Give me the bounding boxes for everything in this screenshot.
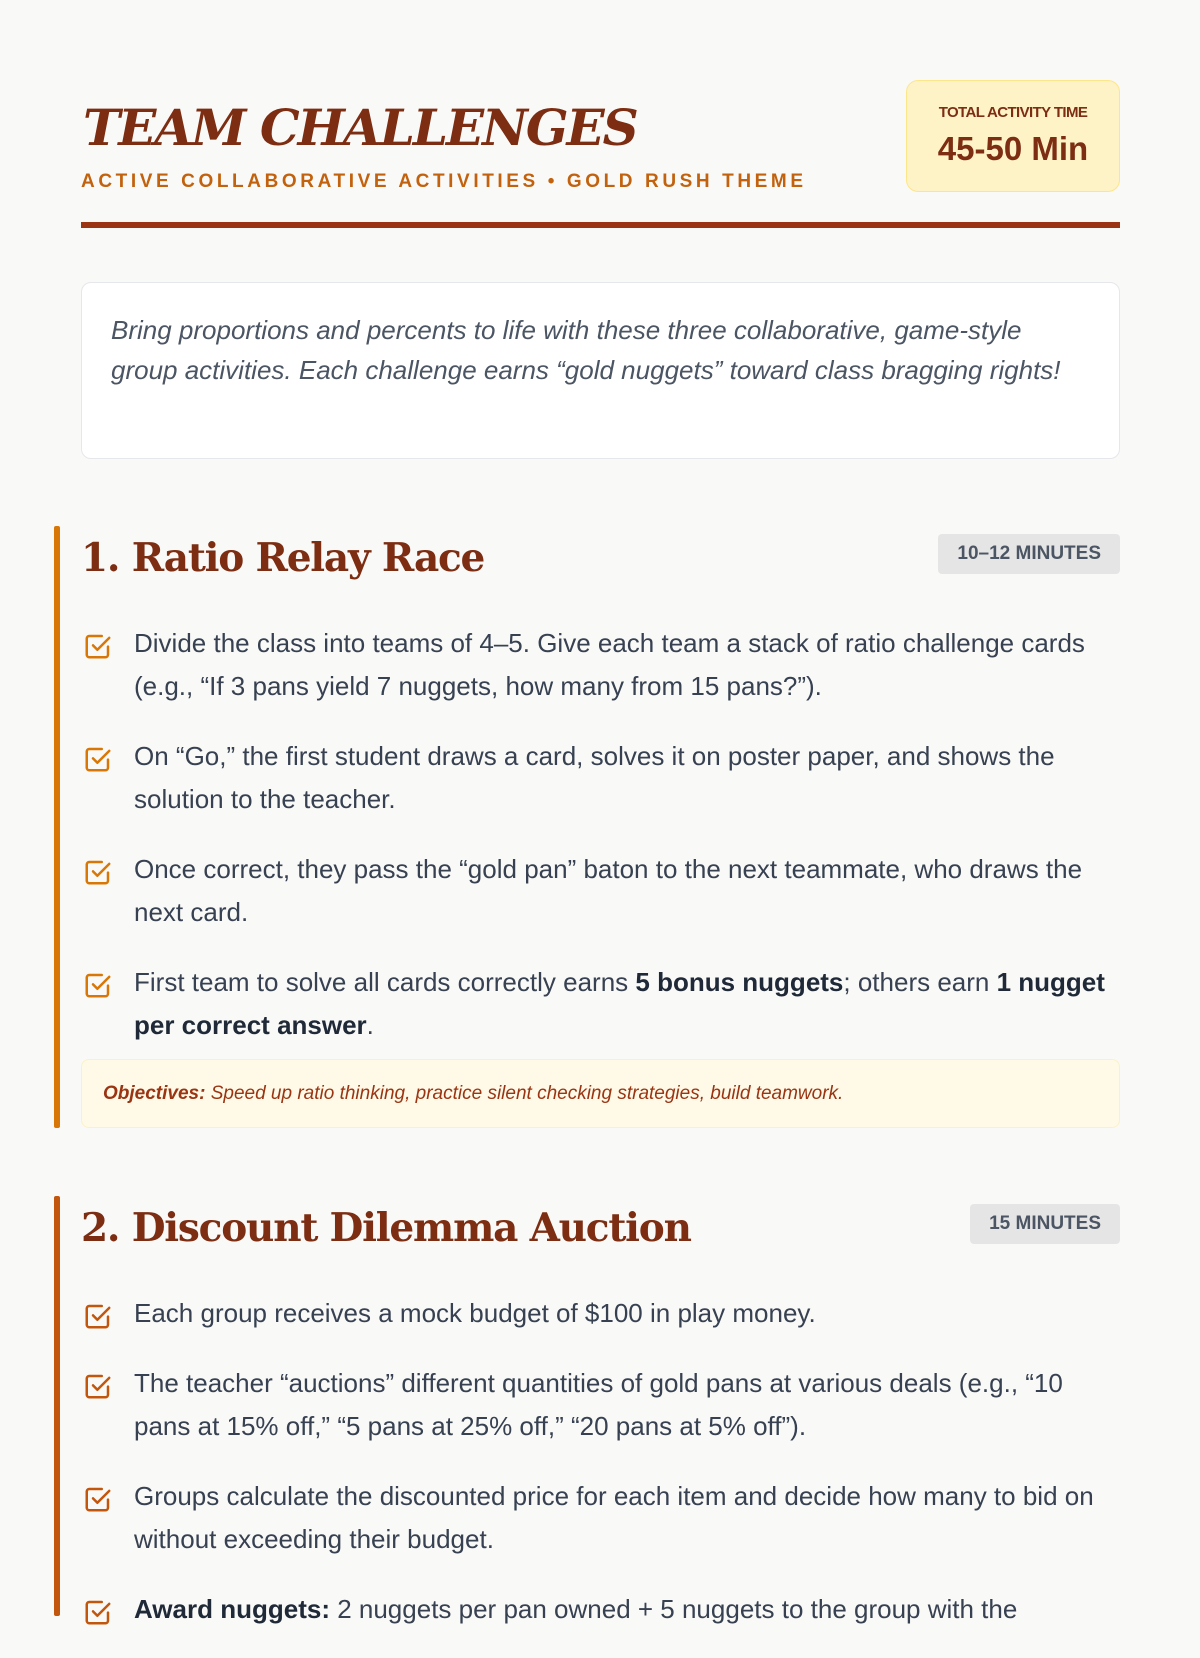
page-title: TEAM CHALLENGES [83, 98, 637, 157]
intro-text: Bring proportions and percents to life with these three collaborative, game-style group activities. Each challenge earns “gold nuggets” toward class bragging rights! [111, 315, 1061, 385]
step-text: Divide the class into teams of 4–5. Give each team a stack of ratio challenge cards (e.g., “If 3 pans yield 7 nuggets, how many from 15 pans?”). [134, 628, 1085, 701]
section-title: 1. Ratio Relay Race [81, 535, 485, 581]
list-item [81, 1475, 1120, 1561]
section-title: 2. Discount Dilemma Auction [81, 1205, 691, 1251]
step-text-emphasis: 5 bonus nuggets [635, 967, 844, 997]
section-accent-bar [54, 526, 60, 1128]
objectives-label: Objectives: [103, 1083, 206, 1104]
check-square-icon [83, 1597, 113, 1627]
check-square-icon [83, 744, 113, 774]
check-square-icon [83, 1484, 113, 1514]
step-text: ; others earn [843, 967, 997, 997]
section-accent-bar [54, 1196, 60, 1616]
step-text: Groups calculate the discounted price for each item and decide how many to bid on without exceeding their budget. [134, 1481, 1094, 1554]
objectives-box [81, 1059, 1120, 1128]
duration-badge: 15 MINUTES [970, 1204, 1120, 1244]
list-item [81, 1362, 1120, 1448]
check-square-icon [83, 1301, 113, 1331]
step-text: Each group receives a mock budget of $100 in play money. [134, 1298, 816, 1328]
step-text-emphasis: Award nuggets: [134, 1594, 330, 1624]
step-text: On “Go,” the first student draws a card, solves it on poster paper, and shows the solution to the teacher. [134, 741, 1055, 814]
page-header [81, 0, 1120, 229]
step-list [81, 622, 1120, 1074]
check-square-icon [83, 857, 113, 887]
header-divider [81, 222, 1120, 228]
check-square-icon [83, 970, 113, 1000]
total-time-value: 45-50 Min [937, 130, 1089, 167]
content-container [81, 0, 1120, 1624]
page-subtitle: ACTIVE COLLABORATIVE ACTIVITIES • GOLD RUSH THEME [81, 171, 807, 192]
step-text: Once correct, they pass the “gold pan” baton to the next teammate, who draws the next card. [134, 854, 1083, 927]
step-text: The teacher “auctions” different quantities of gold pans at various deals (e.g., “10 pans at 15% off,” “5 pans at 25% off,” “20 pans at 5% off”). [134, 1368, 1063, 1441]
list-item [81, 735, 1120, 821]
step-text: . [366, 1010, 374, 1040]
list-item [81, 1588, 1120, 1631]
step-text: 2 nuggets per pan owned + 5 nuggets to the group with the [329, 1594, 1018, 1624]
step-text: First team to solve all cards correctly earns [134, 967, 636, 997]
check-square-icon [83, 1371, 113, 1401]
check-square-icon [83, 631, 113, 661]
list-item [81, 848, 1120, 934]
step-text-emphasis: 1 nugget per correct answer [134, 967, 1105, 1040]
objectives-text: Speed up ratio thinking, practice silent checking strategies, build teamwork. [205, 1083, 844, 1104]
intro-card [81, 282, 1120, 459]
list-item [81, 961, 1120, 1047]
duration-badge: 10–12 MINUTES [938, 534, 1120, 574]
list-item [81, 622, 1120, 708]
total-time-box [906, 80, 1120, 192]
list-item [81, 1292, 1120, 1335]
total-time-label: TOTAL ACTIVITY TIME [938, 104, 1088, 121]
step-list [81, 1292, 1120, 1658]
